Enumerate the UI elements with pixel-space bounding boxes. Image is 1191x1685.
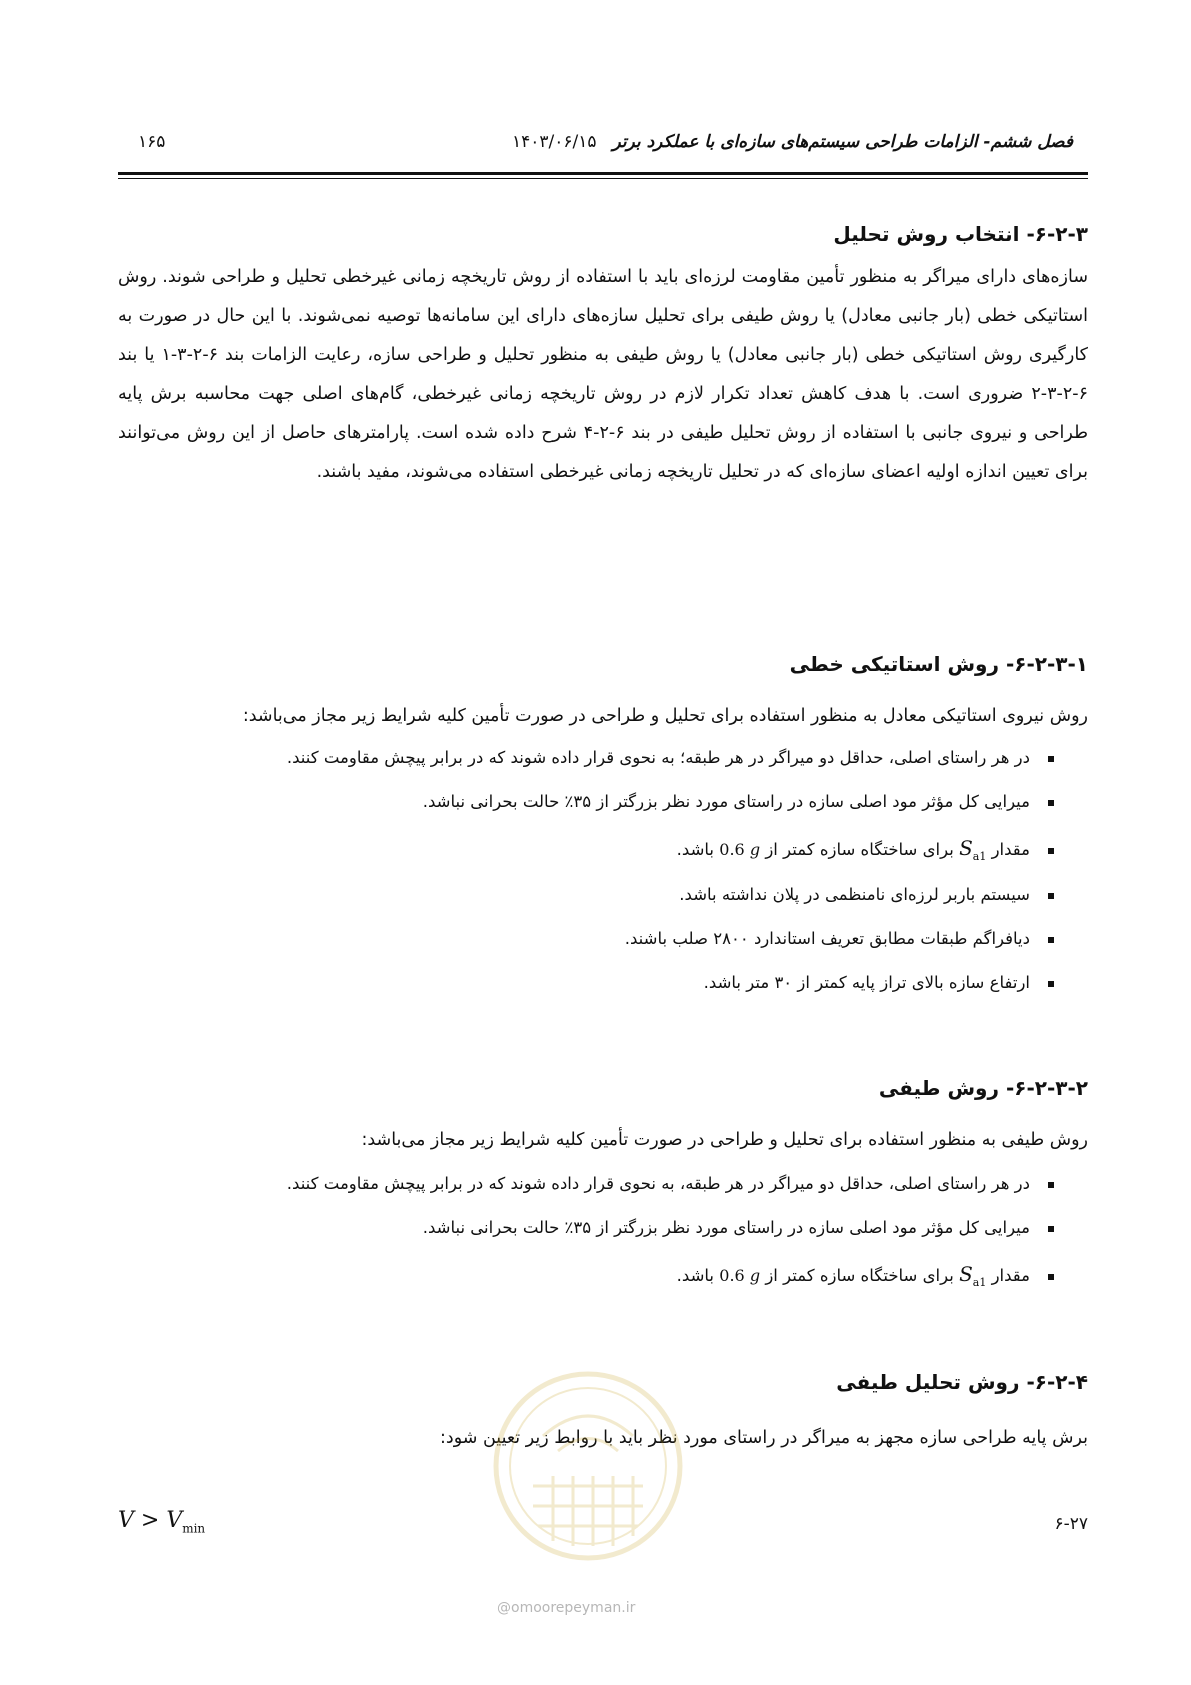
list-item-text: باشد.	[676, 840, 715, 859]
page-number: ۱۶۵	[138, 132, 166, 152]
watermark-site: @omoorepeyman.ir	[497, 1600, 636, 1616]
list-item-text: میرایی کل مؤثر مود اصلی سازه در راستای مورد نظر بزرگتر از ۳۵٪ حالت بحرانی نباشد.	[422, 1218, 1030, 1237]
list-item-text: دیافراگم طبقات مطابق تعریف استاندارد ۲۸۰۰ صلب باشند.	[624, 929, 1030, 948]
list-item-text: میرایی کل مؤثر مود اصلی سازه در راستای مورد نظر بزرگتر از ۳۵٪ حالت بحرانی نباشد.	[422, 792, 1030, 811]
section-intro-6-2-4: برش پایه طراحی سازه مجهز به میراگر در راستای مورد نظر باید با روابط زیر تعیین شود:	[440, 1428, 1088, 1448]
page-header	[118, 128, 1073, 162]
watermark-logo-icon	[488, 1356, 688, 1586]
chapter-title-text: فصل ششم- الزامات طراحی سیستم‌های سازه‌ای با عملکرد برتر	[612, 132, 1073, 152]
list-item-text: در هر راستای اصلی، حداقل دو میراگر در هر طبقه، به نحوی قرار داده شوند که در برابر پیچش مقاومت کنند.	[286, 1174, 1030, 1193]
value-0-6g: 0.6 g	[719, 1266, 761, 1285]
list-item	[287, 748, 1054, 767]
bullet-square-icon	[1048, 893, 1054, 899]
bullet-square-icon	[1048, 981, 1054, 987]
bullet-square-icon	[1048, 1274, 1054, 1280]
section-intro-6-2-3-2: روش طیفی به منظور استفاده برای تحلیل و طراحی در صورت تأمین کلیه شرایط زیر مجاز می‌باشد:	[361, 1130, 1088, 1150]
section-heading-6-2-3-2: ۶-۲-۳-۲- روش طیفی	[878, 1076, 1088, 1100]
equation-number: ۶-۲۷	[1054, 1514, 1088, 1534]
bullet-square-icon	[1048, 800, 1054, 806]
section-heading-6-2-4: ۶-۲-۴- روش تحلیل طیفی	[836, 1370, 1088, 1394]
bullet-square-icon	[1048, 1182, 1054, 1188]
value-0-6g: 0.6 g	[719, 840, 761, 859]
list-item-sa	[677, 1262, 1054, 1289]
list-item	[287, 1174, 1054, 1193]
list-item	[679, 885, 1054, 904]
section-heading-6-2-3-1: ۶-۲-۳-۱- روش استاتیکی خطی	[789, 652, 1088, 676]
bullet-square-icon	[1048, 937, 1054, 943]
bullet-square-icon	[1048, 756, 1054, 762]
section-heading-6-2-3: ۶-۲-۳- انتخاب روش تحلیل	[833, 222, 1088, 246]
list-item-text: سیستم باربر لرزه‌ای نامنظمی در پلان نداشته باشد.	[679, 885, 1030, 904]
bullet-square-icon	[1048, 1226, 1054, 1232]
symbol-sa1: $S_{a1}$	[959, 1262, 987, 1289]
header-date: ۱۴۰۳/۰۶/۱۵	[512, 132, 597, 152]
list-item-text: مقدار	[991, 840, 1030, 859]
list-item-text: باشد.	[676, 1266, 715, 1285]
list-item	[625, 929, 1054, 948]
header-rule-thin	[118, 178, 1088, 179]
chapter-title	[512, 132, 1073, 152]
equation-v-vmin: $V > V_{min}$	[118, 1508, 206, 1536]
list-item	[704, 973, 1054, 992]
section-intro-6-2-3-1: روش نیروی استاتیکی معادل به منظور استفاده برای تحلیل و طراحی در صورت تأمین کلیه شرایط زیر مجاز می‌باشد:	[242, 706, 1088, 726]
list-item	[423, 792, 1054, 811]
list-item-text: مقدار	[991, 1266, 1030, 1285]
list-item-text: برای ساختگاه سازه کمتر از	[765, 840, 954, 859]
bullet-square-icon	[1048, 848, 1054, 854]
symbol-sa1: $S_{a1}$	[959, 836, 987, 863]
list-item-text: در هر راستای اصلی، حداقل دو میراگر در هر طبقه؛ به نحوی قرار داده شوند که در برابر پیچش مقاومت کنند.	[286, 748, 1030, 767]
list-item-sa	[677, 836, 1054, 863]
list-item	[423, 1218, 1054, 1237]
section-paragraph-6-2-3: سازه‌های دارای میراگر به منظور تأمین مقاومت لرزه‌ای باید با استفاده از روش تاریخچه زمانی غیرخطی تحلیل و طراحی شوند. روش استاتیکی خطی (بار جانبی معادل) یا روش طیفی برای تحلیل سازه‌های دارای این سامانه‌ها توصیه نمی‌شوند. با این حال در صورت به کارگیری روش استاتیکی خطی (بار جانبی معادل) یا روش طیفی به منظور تحلیل و طراحی سازه، رعایت الزامات بند ۶-۲-۳-۱ یا بند ۶-۲-۳-۲ ضروری است. با هدف کاهش تعداد تکرار لازم در روش تاریخچه زمانی غیرخطی، گام‌های اصلی جهت محاسبه برش پایه طراحی و نیروی جانبی با استفاده از روش تحلیل طیفی در بند ۶-۲-۴ شرح داده شده است. پارامترهای حاصل از این روش می‌توانند برای تعیین اندازه اولیه اعضای سازه‌ای که در تحلیل تاریخچه زمانی غیرخطی استفاده می‌شوند، مفید باشند.	[118, 267, 1088, 482]
list-item-text: ارتفاع سازه بالای تراز پایه کمتر از ۳۰ متر باشد.	[703, 973, 1030, 992]
header-rule-thick	[118, 172, 1088, 175]
list-item-text: برای ساختگاه سازه کمتر از	[765, 1266, 954, 1285]
